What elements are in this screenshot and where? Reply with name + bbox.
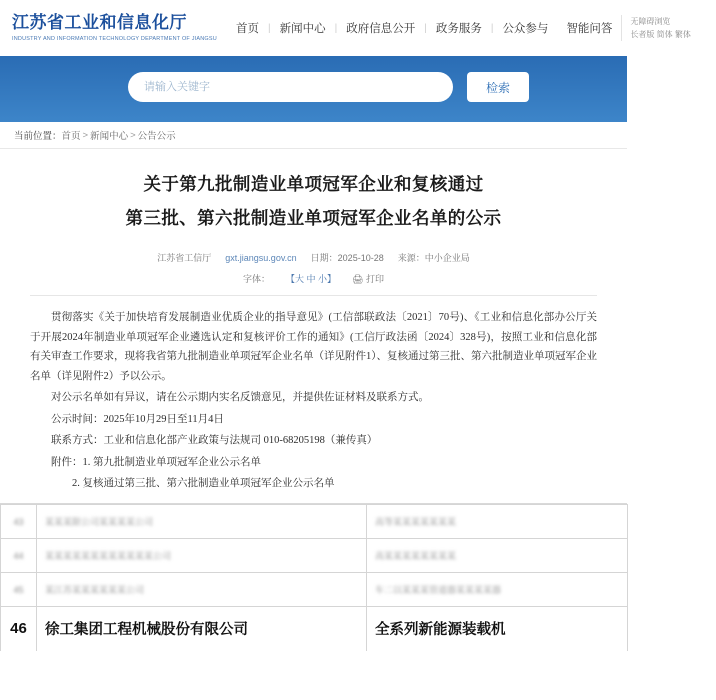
table-row-highlighted [1,607,628,651]
nav-item-gov-info[interactable]: 政府信息公开 [346,23,416,35]
article-paragraph: 公示时间：2025年10月29日至11月4日 [51,413,224,425]
attachment-item-1: 附件：1. 第九批制造业单项冠军企业公示名单 [51,456,261,468]
row-product-name: 高某某某某某某某某 [367,539,628,573]
company-list-table-wrapper [0,503,627,700]
page-title-line-1: 关于第九批制造业单项冠军企业和复核通过 [143,174,484,194]
nav-item-smart-qa[interactable]: 智能问答 [566,23,613,35]
breadcrumb-separator: > [82,129,89,141]
table-row [1,573,628,607]
nav-divider: | [334,22,338,34]
printer-icon: 🖨 [352,274,364,284]
meta-department: 江苏省工信厅 [157,253,212,263]
brand-title-cn: 江苏省工业和信息化厅 [12,12,187,32]
article-body [30,308,597,494]
row-number: 45 [1,573,37,607]
font-size-label: 字体： [243,274,271,284]
breadcrumb-item-notices[interactable]: 公告公示 [137,131,176,142]
search-input[interactable] [128,72,453,102]
attachment-item-2: 2. 复核通过第三批、第六批制造业单项冠军企业公示名单 [72,478,335,489]
breadcrumb-label: 当前位置： [14,131,62,142]
site-logo[interactable] [12,13,217,44]
article [0,149,627,544]
nav-divider: | [490,22,494,34]
main-navigation [227,20,621,36]
row-product-name: 车二以某某某管道器某某某某器 [367,573,628,607]
article-paragraph: 贯彻落实《关于加快培育发展制造业优质企业的指导意见》(工信部联政法〔2021〕70号)、《工业和信息化部办公厅关于开展2024年制造业单项冠军企业遴选认定和复核评价工作的通知》(工信厅政法函〔2024〕328号)，按照工业和信息化部有关审查工作要求，现将我省第九批制造业单项冠军企业名单（详见附件1）、复核通过第三批、第六批制造业单项冠军企业名单（详见附件2）予以公示。 [30,312,597,382]
nav-item-news[interactable]: 新闻中心 [279,23,326,35]
site-header [0,0,691,56]
page-title-line-2: 第三批、第六批制造业单项冠军企业名单的公示 [125,208,502,228]
page-title [30,167,597,235]
header-utility-links [621,15,716,41]
nav-item-home[interactable]: 首页 [236,23,259,35]
search-row [128,72,529,102]
meta-site-url: gxt.jiangsu.gov.cn [225,252,297,263]
version-switch-links[interactable]: 长者版 简体 繁体 [630,30,691,39]
row-product-name: 高等某某某某某某某 [367,505,628,539]
print-label: 打印 [365,274,384,284]
brand-title-en: INDUSTRY AND INFORMATION TECHNOLOGY DEPARTMENT OF JIANGSU [12,35,217,42]
breadcrumb-item-home[interactable]: 首页 [61,131,81,142]
nav-divider: | [268,22,271,34]
breadcrumb [0,122,627,149]
table-row [1,505,628,539]
row-company-name: 某江苏某某某某某某公司 [37,573,367,607]
search-band [0,56,627,122]
row-number: 43 [1,505,37,539]
company-list-table [0,504,628,651]
font-size-options[interactable]: 【大 中 小】 [286,274,337,284]
article-paragraph: 联系方式：工业和信息化部产业政策与法规司 010-68205198（兼传真） [51,435,378,446]
article-meta [30,251,597,264]
table-row [1,539,628,573]
row-company-name: 徐工集团工程机械股份有限公司 [37,607,367,651]
breadcrumb-item-news[interactable]: 新闻中心 [90,131,129,142]
breadcrumb-separator: > [130,129,136,141]
nav-item-participation[interactable]: 公众参与 [502,23,549,35]
meta-source: 来源：中小企业局 [397,253,470,263]
accessibility-link[interactable]: 无障碍浏览 [630,17,671,26]
meta-date: 日期：2025-10-28 [310,253,384,263]
article-tools [30,272,597,285]
nav-divider: | [424,22,427,34]
row-number: 44 [1,539,37,573]
article-paragraph: 对公示名单如有异议，请在公示期内实名反馈意见，并提供佐证材料及联系方式。 [51,392,429,403]
nav-item-services[interactable]: 政务服务 [435,23,482,35]
row-company-name: 某某某某某某某某某某某某公司 [37,539,367,573]
row-number: 46 [1,607,37,651]
row-product-name: 全系列新能源装载机 [367,607,628,651]
article-divider [30,295,597,296]
row-company-name: 某某某限公司某某某某公司 [37,505,367,539]
search-button[interactable]: 检索 [467,72,529,102]
print-button[interactable] [352,272,384,285]
